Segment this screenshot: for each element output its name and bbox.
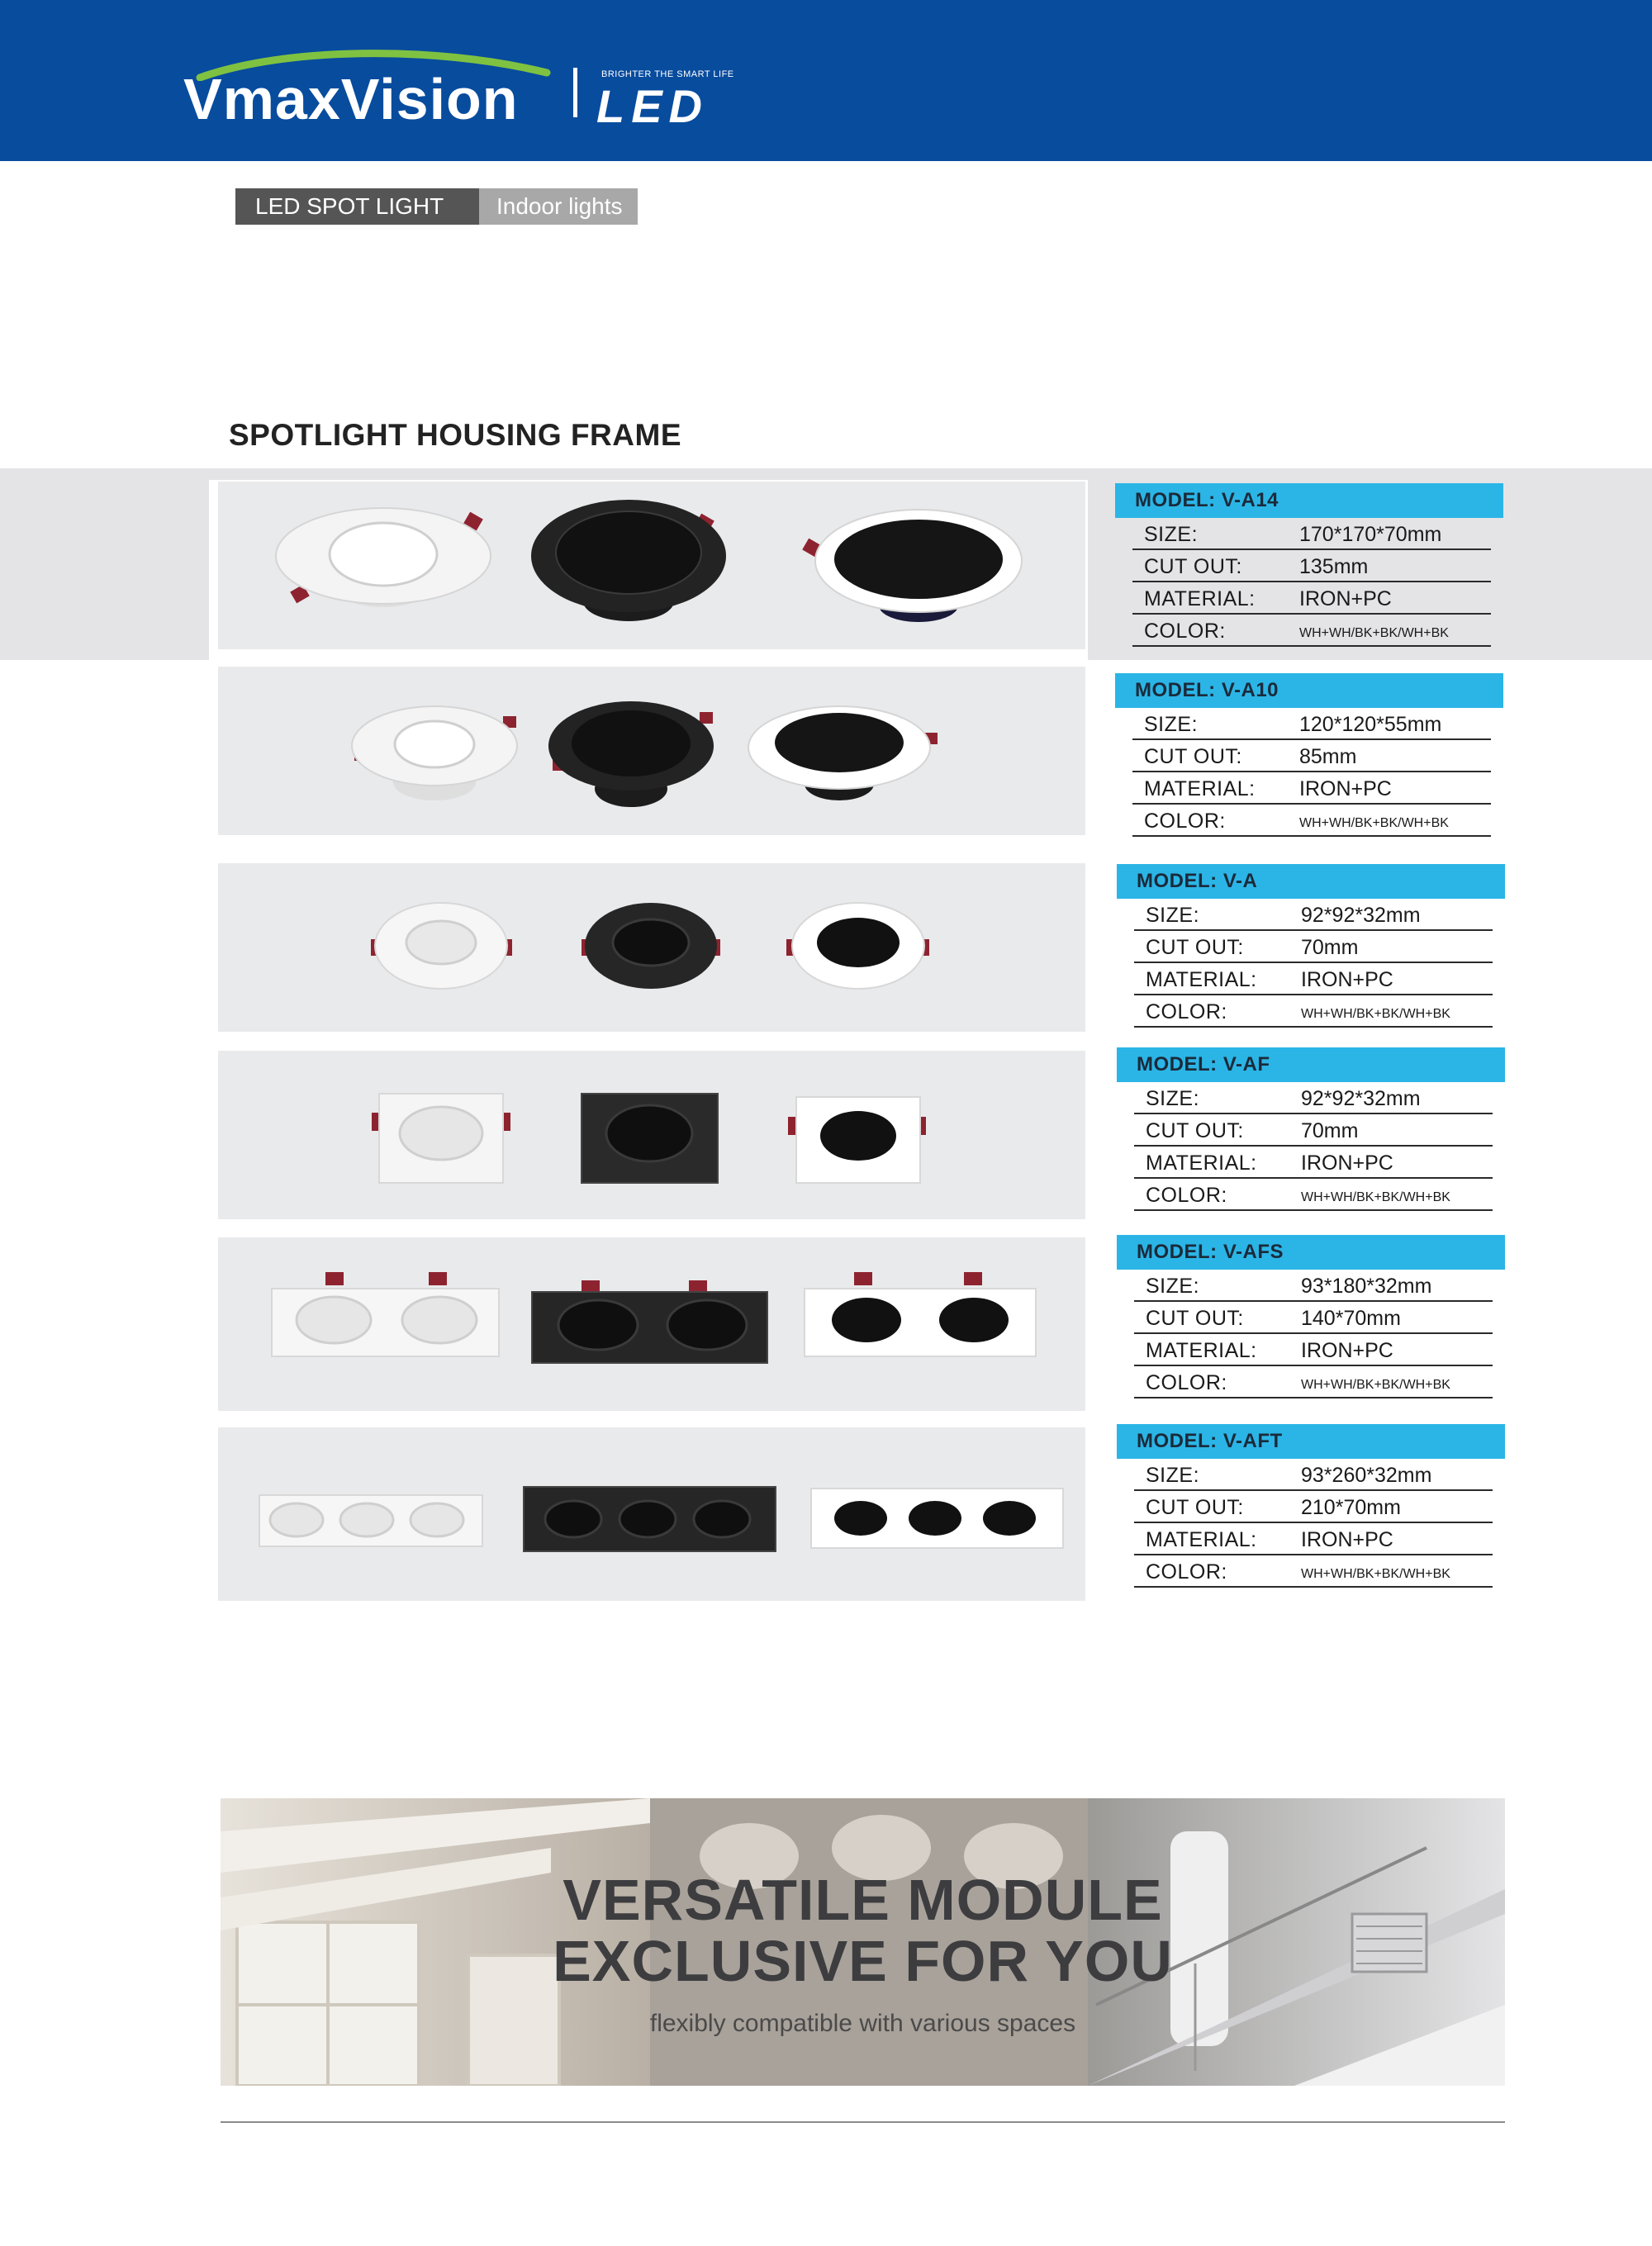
header-band xyxy=(0,0,1652,161)
spec-label: COLOR: xyxy=(1146,1184,1227,1207)
background-band xyxy=(0,468,209,660)
white-black-housing-icon xyxy=(811,1489,1063,1548)
product-photo-v-a xyxy=(218,863,1085,1032)
spec-value: 92*92*32mm xyxy=(1301,1087,1421,1110)
spec-row-color xyxy=(1132,615,1491,647)
spec-row-size xyxy=(1134,899,1493,931)
white-housing-icon xyxy=(259,1495,482,1546)
white-housing-icon xyxy=(372,1094,510,1183)
spec-label: COLOR: xyxy=(1144,620,1226,643)
spec-label: MATERIAL: xyxy=(1146,968,1257,991)
spec-value: IRON+PC xyxy=(1301,1339,1393,1362)
spec-value: 170*170*70mm xyxy=(1299,523,1442,546)
spec-value: WH+WH/BK+BK/WH+BK xyxy=(1299,816,1449,830)
spec-label: SIZE: xyxy=(1146,1087,1200,1110)
spec-row-color xyxy=(1134,995,1493,1028)
spec-row-color xyxy=(1134,1366,1493,1398)
spec-value: WH+WH/BK+BK/WH+BK xyxy=(1301,1567,1450,1581)
model-heading: MODEL: V-AF xyxy=(1117,1047,1505,1082)
spec-row-cut-out xyxy=(1134,1302,1493,1334)
spec-value: WH+WH/BK+BK/WH+BK xyxy=(1301,1007,1450,1021)
spec-value: IRON+PC xyxy=(1301,1151,1393,1175)
spec-row-size xyxy=(1134,1459,1493,1491)
spec-row-material xyxy=(1132,772,1491,805)
model-heading: MODEL: V-AFS xyxy=(1117,1235,1505,1270)
spec-row-cut-out xyxy=(1134,1491,1493,1523)
product-image-panel xyxy=(218,667,1085,835)
product-image-panel xyxy=(218,1237,1085,1411)
spec-row-size xyxy=(1132,708,1491,740)
spec-value: IRON+PC xyxy=(1299,587,1392,610)
banner-title-line2: EXCLUSIVE FOR YOU xyxy=(553,1929,1173,1993)
spec-value: 92*92*32mm xyxy=(1301,904,1421,927)
brand-tagline: BRIGHTER THE SMART LIFE xyxy=(601,69,734,79)
spec-label: MATERIAL: xyxy=(1144,587,1256,610)
spec-label: COLOR: xyxy=(1146,1000,1227,1023)
white-housing-icon xyxy=(371,903,512,989)
white-black-housing-icon xyxy=(802,510,1022,622)
banner-title-line1: VERSATILE MODULE xyxy=(563,1868,1163,1932)
brand-name: VmaxVision xyxy=(183,67,519,131)
spec-card-v-afs xyxy=(1117,1235,1505,1398)
spec-value: WH+WH/BK+BK/WH+BK xyxy=(1299,626,1449,640)
spec-card-v-af xyxy=(1117,1047,1505,1211)
spec-row-cut-out xyxy=(1134,931,1493,963)
product-photo-v-aft xyxy=(218,1427,1085,1601)
spec-value: 70mm xyxy=(1301,936,1359,959)
white-black-housing-icon xyxy=(788,1097,926,1183)
spec-card-v-a10 xyxy=(1115,673,1503,837)
spec-row-material xyxy=(1132,582,1491,615)
spec-label: CUT OUT: xyxy=(1146,936,1244,959)
black-housing-icon xyxy=(524,1487,776,1551)
spec-label: CUT OUT: xyxy=(1146,1307,1244,1330)
spec-label: SIZE: xyxy=(1146,904,1200,927)
product-photo-v-a14 xyxy=(218,482,1085,649)
spec-row-size xyxy=(1132,518,1491,550)
spec-row-color xyxy=(1134,1179,1493,1211)
product-image-panel xyxy=(218,863,1085,1032)
black-housing-icon xyxy=(532,1280,767,1363)
section-title: SPOTLIGHT HOUSING FRAME xyxy=(229,418,681,452)
category-tabs xyxy=(235,188,638,225)
spec-value: 140*70mm xyxy=(1301,1307,1401,1330)
spec-label: MATERIAL: xyxy=(1146,1151,1257,1175)
spec-card-v-a xyxy=(1117,864,1505,1028)
spec-row-material xyxy=(1134,1523,1493,1555)
brand-suffix: LED xyxy=(596,80,709,132)
product-image-panel xyxy=(218,482,1085,649)
spec-label: COLOR: xyxy=(1146,1371,1227,1394)
spec-value: 85mm xyxy=(1299,745,1357,768)
spec-label: CUT OUT: xyxy=(1146,1119,1244,1142)
spec-label: SIZE: xyxy=(1146,1464,1200,1487)
spec-row-color xyxy=(1134,1555,1493,1588)
spec-label: SIZE: xyxy=(1144,523,1199,546)
product-photo-v-af xyxy=(218,1051,1085,1219)
spec-label: SIZE: xyxy=(1144,713,1199,736)
spec-row-color xyxy=(1132,805,1491,837)
model-heading: MODEL: V-AFT xyxy=(1117,1424,1505,1459)
spec-row-size xyxy=(1134,1270,1493,1302)
product-photo-v-a10 xyxy=(218,667,1085,835)
spec-label: CUT OUT: xyxy=(1144,555,1242,578)
black-housing-icon xyxy=(582,903,720,989)
spec-value: IRON+PC xyxy=(1299,777,1392,800)
black-housing-icon xyxy=(582,1094,718,1183)
spec-label: MATERIAL: xyxy=(1146,1528,1257,1551)
tab-led-spot-light[interactable]: LED SPOT LIGHT xyxy=(235,188,479,225)
spec-label: COLOR: xyxy=(1146,1560,1227,1584)
spec-row-cut-out xyxy=(1132,550,1491,582)
white-black-housing-icon xyxy=(748,706,938,800)
promo-banner xyxy=(221,1798,1505,2086)
white-black-housing-icon xyxy=(786,903,929,989)
spec-label: MATERIAL: xyxy=(1144,777,1256,800)
spec-label: SIZE: xyxy=(1146,1275,1200,1298)
white-housing-icon xyxy=(276,508,491,607)
white-black-housing-icon xyxy=(805,1272,1036,1356)
spec-card-v-aft xyxy=(1117,1424,1505,1588)
white-housing-icon xyxy=(352,706,517,800)
spec-row-size xyxy=(1134,1082,1493,1114)
background-band xyxy=(209,468,1652,480)
model-heading: MODEL: V-A10 xyxy=(1115,673,1503,708)
spec-value: WH+WH/BK+BK/WH+BK xyxy=(1301,1190,1450,1204)
spec-value: 135mm xyxy=(1299,555,1369,578)
spec-value: 70mm xyxy=(1301,1119,1359,1142)
spec-card-v-a14 xyxy=(1115,483,1503,647)
spec-value: 120*120*55mm xyxy=(1299,713,1442,736)
spec-value: IRON+PC xyxy=(1301,1528,1393,1551)
spec-row-cut-out xyxy=(1132,740,1491,772)
black-housing-icon xyxy=(548,701,714,807)
spec-label: CUT OUT: xyxy=(1144,745,1242,768)
footer-divider xyxy=(221,2121,1505,2123)
spec-value: 210*70mm xyxy=(1301,1496,1401,1519)
spec-label: MATERIAL: xyxy=(1146,1339,1257,1362)
logo-divider xyxy=(573,68,577,117)
spec-value: 93*180*32mm xyxy=(1301,1275,1432,1298)
spec-value: IRON+PC xyxy=(1301,968,1393,991)
spec-row-cut-out xyxy=(1134,1114,1493,1147)
banner-subtitle: flexibly compatible with various spaces xyxy=(649,2010,1076,2037)
spec-row-material xyxy=(1134,1147,1493,1179)
spec-value: WH+WH/BK+BK/WH+BK xyxy=(1301,1378,1450,1392)
spec-label: CUT OUT: xyxy=(1146,1496,1244,1519)
model-heading: MODEL: V-A xyxy=(1117,864,1505,899)
spec-value: 93*260*32mm xyxy=(1301,1464,1432,1487)
spec-row-material xyxy=(1134,1334,1493,1366)
spec-row-material xyxy=(1134,963,1493,995)
white-housing-icon xyxy=(272,1272,499,1356)
tab-indoor-lights[interactable]: Indoor lights xyxy=(479,188,638,225)
product-image-panel xyxy=(218,1427,1085,1601)
product-photo-v-afs xyxy=(218,1237,1085,1411)
product-image-panel xyxy=(218,1051,1085,1219)
spec-label: COLOR: xyxy=(1144,810,1226,833)
black-housing-icon xyxy=(531,500,726,621)
model-heading: MODEL: V-A14 xyxy=(1115,483,1503,518)
